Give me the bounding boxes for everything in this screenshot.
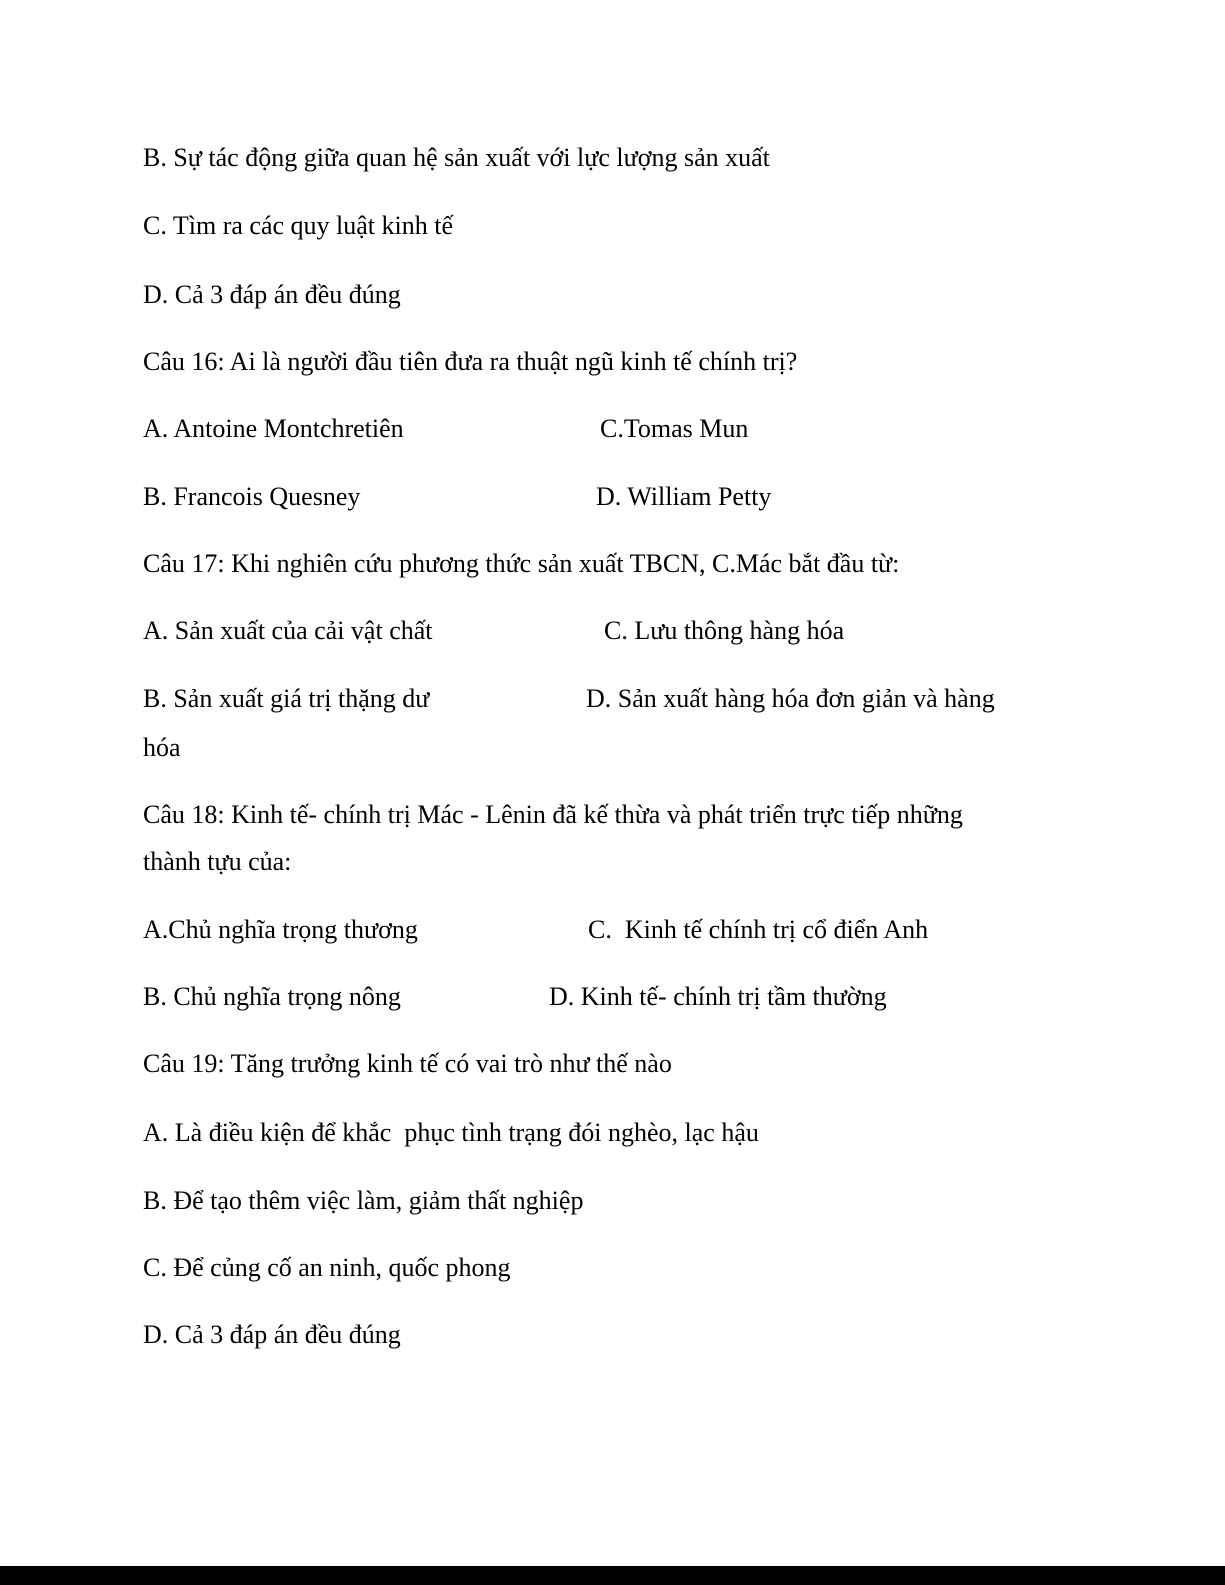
q18-question: Câu 18: Kinh tế- chính trị Mác - Lênin đã kế thừa và phát triển trực tiếp những (143, 800, 963, 829)
q18-option-b: B. Chủ nghĩa trọng nông (143, 982, 401, 1011)
q16-question: Câu 16: Ai là người đầu tiên đưa ra thuật ngũ kinh tế chính trị? (143, 347, 798, 376)
q19-option-b: B. Để tạo thêm việc làm, giảm thất nghiệp (143, 1186, 584, 1215)
q17-option-d: D. Sản xuất hàng hóa đơn giản và hàng (586, 684, 995, 713)
q19-question: Câu 19: Tăng trưởng kinh tế có vai trò như thế nào (143, 1049, 672, 1078)
q19-option-d: D. Cả 3 đáp án đều đúng (143, 1320, 401, 1349)
q18-option-c: C. Kinh tế chính trị cổ điển Anh (588, 915, 929, 944)
q17-question: Câu 17: Khi nghiên cứu phương thức sản xuất TBCN, C.Mác bắt đầu từ: (143, 549, 900, 578)
q16-option-d: D. William Petty (596, 482, 772, 511)
q16-option-c: C.Tomas Mun (600, 414, 749, 443)
q19-option-a: A. Là điều kiện để khắc phục tình trạng đói nghèo, lạc hậu (143, 1118, 759, 1147)
q17-option-b: B. Sản xuất giá trị thặng dư (143, 684, 430, 713)
page-bottom-border (0, 1566, 1225, 1585)
q15-option-b: B. Sự tác động giữa quan hệ sản xuất với lực lượng sản xuất (143, 143, 770, 172)
q15-option-c: C. Tìm ra các quy luật kinh tế (143, 211, 453, 240)
q19-option-c: C. Để củng cố an ninh, quốc phong (143, 1253, 511, 1282)
q17-option-c: C. Lưu thông hàng hóa (604, 616, 845, 645)
q16-option-b: B. Francois Quesney (143, 482, 361, 511)
q17-option-d-continued: hóa (143, 733, 181, 762)
q18-question-continued: thành tựu của: (143, 847, 292, 876)
q16-option-a: A. Antoine Montchretiên (143, 414, 404, 443)
q18-option-d: D. Kinh tế- chính trị tầm thường (549, 982, 887, 1011)
q18-option-a: A.Chủ nghĩa trọng thương (143, 915, 418, 944)
q17-option-a: A. Sản xuất của cải vật chất (143, 616, 433, 645)
q15-option-d: D. Cả 3 đáp án đều đúng (143, 280, 401, 309)
